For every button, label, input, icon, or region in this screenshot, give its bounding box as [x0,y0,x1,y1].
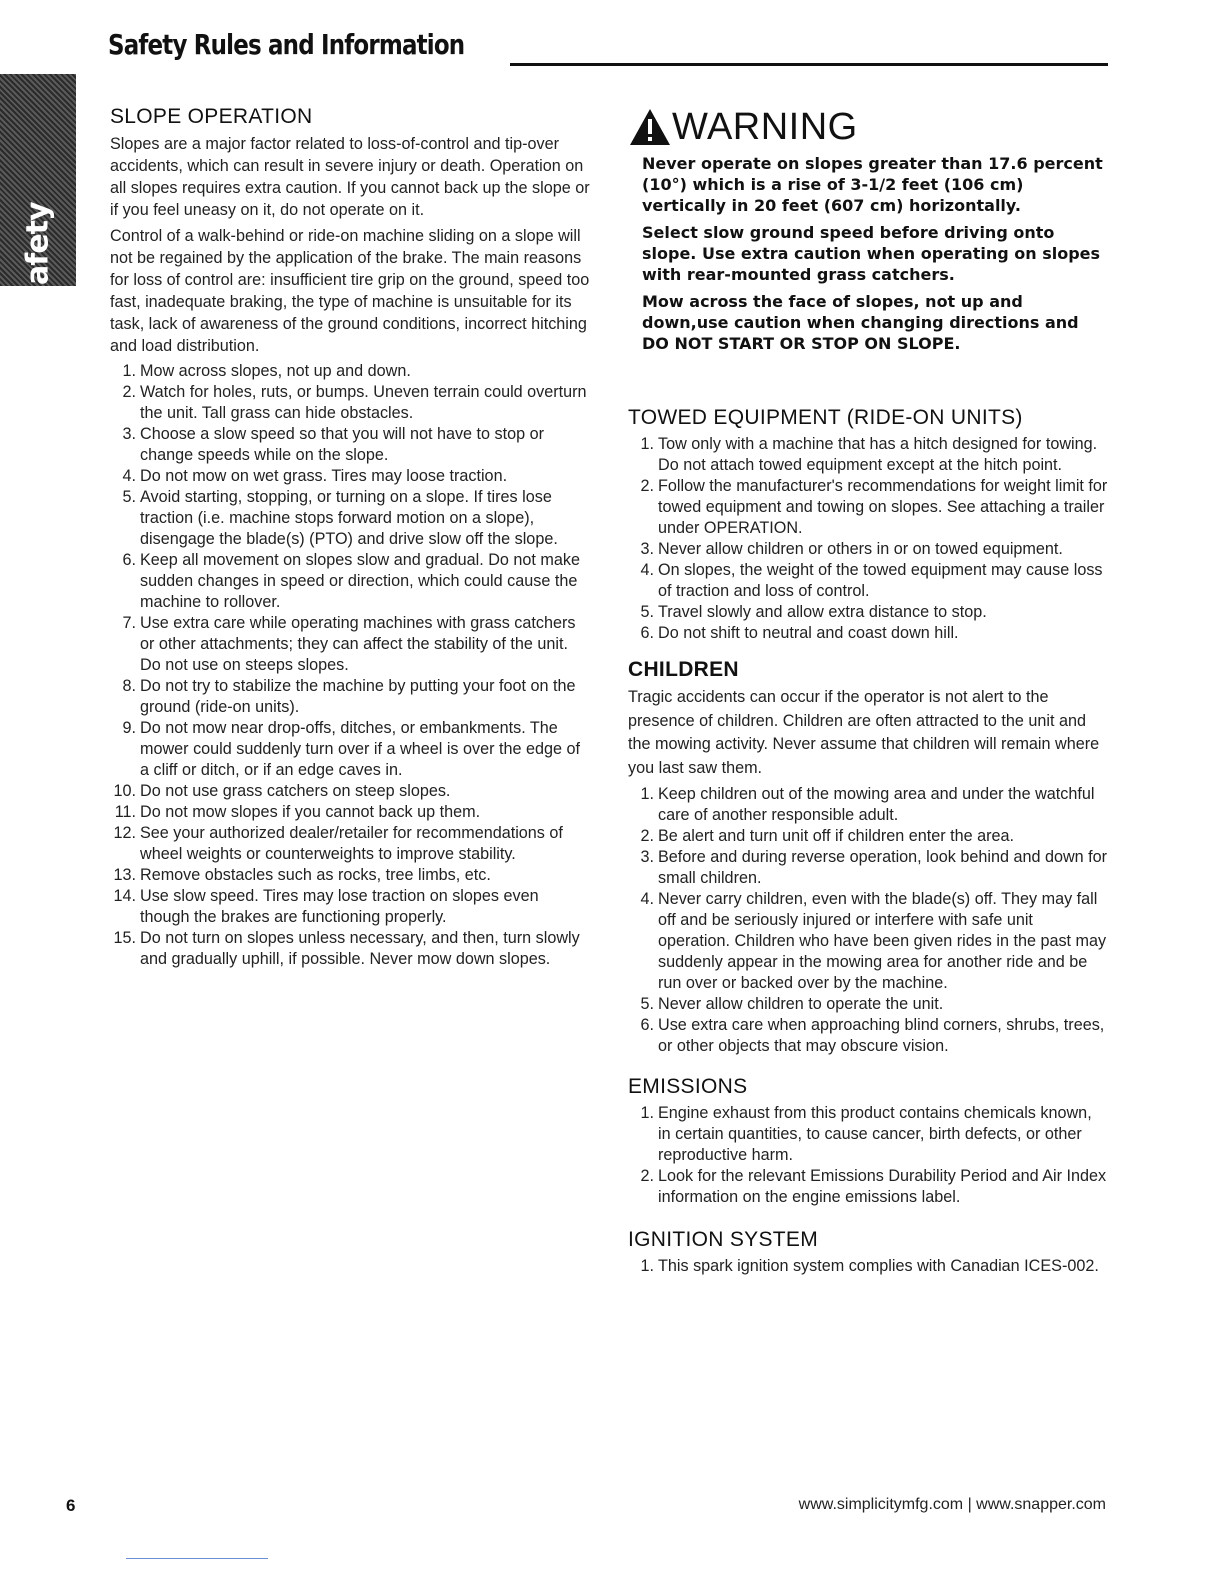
list-item: 6. Use extra care when approaching blind corners, shrubs, trees, or other objects that may obscure vision. [640,1016,1105,1055]
emissions-heading: EMISSIONS [628,1075,748,1098]
list-item: 3. Choose a slow speed so that you will not have to stop or change speeds while on the slope. [122,425,545,464]
list-item: 13. Remove obstacles such as rocks, tree limbs, etc. [113,866,491,884]
ignition-list [628,1256,1108,1277]
header-rule [510,63,1108,66]
list-item: 1. Tow only with a machine that has a hitch designed for towing. Do not attach towed equipment except at the hitch point. [640,435,1098,474]
list-item: 2. Follow the manufacturer's recommendations for weight limit for towed equipment and towing on slopes. See attaching a trailer under OPERATION. [640,477,1108,537]
footer-url: www.simplicitymfg.com | www.snapper.com [798,1496,1106,1513]
warning-title: WARNING [672,106,858,148]
emissions-list [628,1103,1108,1208]
children-heading: CHILDREN [628,658,739,681]
list-item: 9. Do not mow near drop-offs, ditches, or embankments. The mower could suddenly turn over if a wheel is over the edge of a cliff or ditch, or if an edge caves in. [122,719,581,779]
list-item: 10. Do not use grass catchers on steep slopes. [113,782,451,800]
left-column [110,105,590,970]
list-item: 2. Watch for holes, ruts, or bumps. Uneven terrain could overturn the unit. Tall grass can hide obstacles. [122,383,587,422]
warning-text-3: Mow across the face of slopes, not up and down,use caution when changing directions and DO NOT START OR STOP ON SLOPE. [642,292,1079,353]
list-item: 6. Do not shift to neutral and coast down hill. [640,624,959,642]
list-item: 5. Travel slowly and allow extra distance to stop. [640,603,987,621]
list-item: 4. Do not mow on wet grass. Tires may loose traction. [122,467,508,485]
list-item: 1. Mow across slopes, not up and down. [122,362,411,380]
list-item: 4. On slopes, the weight of the towed equipment may cause loss of traction and loss of control. [640,561,1103,600]
list-item: 3. Before and during reverse operation, look behind and down for small children. [640,848,1108,887]
list-item: 14. Use slow speed. Tires may lose traction on slopes even though the brakes are functioning properly. [113,887,539,926]
slope-list [110,361,590,970]
list-item: 6. Keep all movement on slopes slow and gradual. Do not make sudden changes in speed or direction, which could cause the machine to rollover. [122,551,581,611]
warning-header [628,107,1108,147]
section-tab [0,74,76,306]
section-tab-label: Safety [20,202,56,306]
warning-text-1: Never operate on slopes greater than 17.6 percent (10°) which is a rise of 3-1/2 feet (106 cm) vertically in 20 feet (607 cm) horizontally. [642,154,1103,215]
right-column [628,105,1108,1277]
list-item: 1. Keep children out of the mowing area and under the watchful care of another responsible adult. [640,785,1095,824]
list-item: 11. Do not mow slopes if you cannot back up them. [114,803,481,821]
children-paragraph: Tragic accidents can occur if the operator is not alert to the presence of children. Children are often attracted to the unit and the mowing activity. Never assume that children will remain where you last saw them. [628,688,1100,777]
list-item: 15. Do not turn on slopes unless necessary, and then, turn slowly and gradually uphill, if possible. Never mow down slopes. [113,929,580,968]
footer-divider [126,1558,268,1559]
list-item: 7. Use extra care while operating machines with grass catchers or other attachments; they can affect the stability of the unit. Do not use on steeps slopes. [122,614,576,674]
list-item: 4. Never carry children, even with the blade(s) off. They may fall off and be seriously injured or interfere with safe unit operation. Children who have been given rides in the past may suddenly appear in the mowing area for another ride and be run over or backed over by the machine. [640,890,1107,992]
list-item: 1. Engine exhaust from this product contains chemicals known, in certain quantities, to cause cancer, birth defects, or other reproductive harm. [640,1104,1092,1164]
list-item: 1. This spark ignition system complies with Canadian ICES-002. [640,1257,1099,1275]
warning-text-2: Select slow ground speed before driving onto slope. Use extra caution when operating on slopes with rear-mounted grass catchers. [642,223,1101,284]
children-list [628,784,1108,1057]
list-item: 5. Avoid starting, stopping, or turning on a slope. If tires lose traction (i.e. machine stops forward motion on a slope), disengage the blade(s) (PTO) and drive slow off the slope. [122,488,558,548]
list-item: 5. Never allow children to operate the unit. [640,995,944,1013]
ignition-system-heading: IGNITION SYSTEM [628,1228,819,1251]
list-item: 12. See your authorized dealer/retailer for recommendations of wheel weights or counterweights to improve stability. [113,824,563,863]
page-number: 6 [66,1496,76,1515]
warning-triangle-icon [628,107,672,147]
towed-list [628,434,1108,644]
slope-intro-paragraph: Slopes are a major factor related to loss-of-control and tip-over accidents, which can result in severe injury or death. Operation on all slopes requires extra caution. If you cannot back up the slope or if you feel uneasy on it, do not operate on it. [110,135,590,219]
slope-operation-heading: SLOPE OPERATION [110,105,313,128]
list-item: 2. Look for the relevant Emissions Durability Period and Air Index information on the engine emissions label. [640,1167,1107,1206]
towed-equipment-heading: TOWED EQUIPMENT (RIDE-ON UNITS) [628,406,1023,429]
list-item: 3. Never allow children or others in or on towed equipment. [640,540,1063,558]
slope-control-paragraph: Control of a walk-behind or ride-on machine sliding on a slope will not be regained by the application of the brake. The main reasons for loss of control are: insufficient tire grip on the ground, speed too fast, inadequate braking, the type of machine is unsuitable for its task, lack of awareness of the ground conditions, incorrect hitching and load distribution. [110,227,590,355]
page-title: Safety Rules and Information [108,28,465,61]
list-item: 2. Be alert and turn unit off if children enter the area. [640,827,1015,845]
list-item: 8. Do not try to stabilize the machine by putting your foot on the ground (ride-on units). [122,677,576,716]
